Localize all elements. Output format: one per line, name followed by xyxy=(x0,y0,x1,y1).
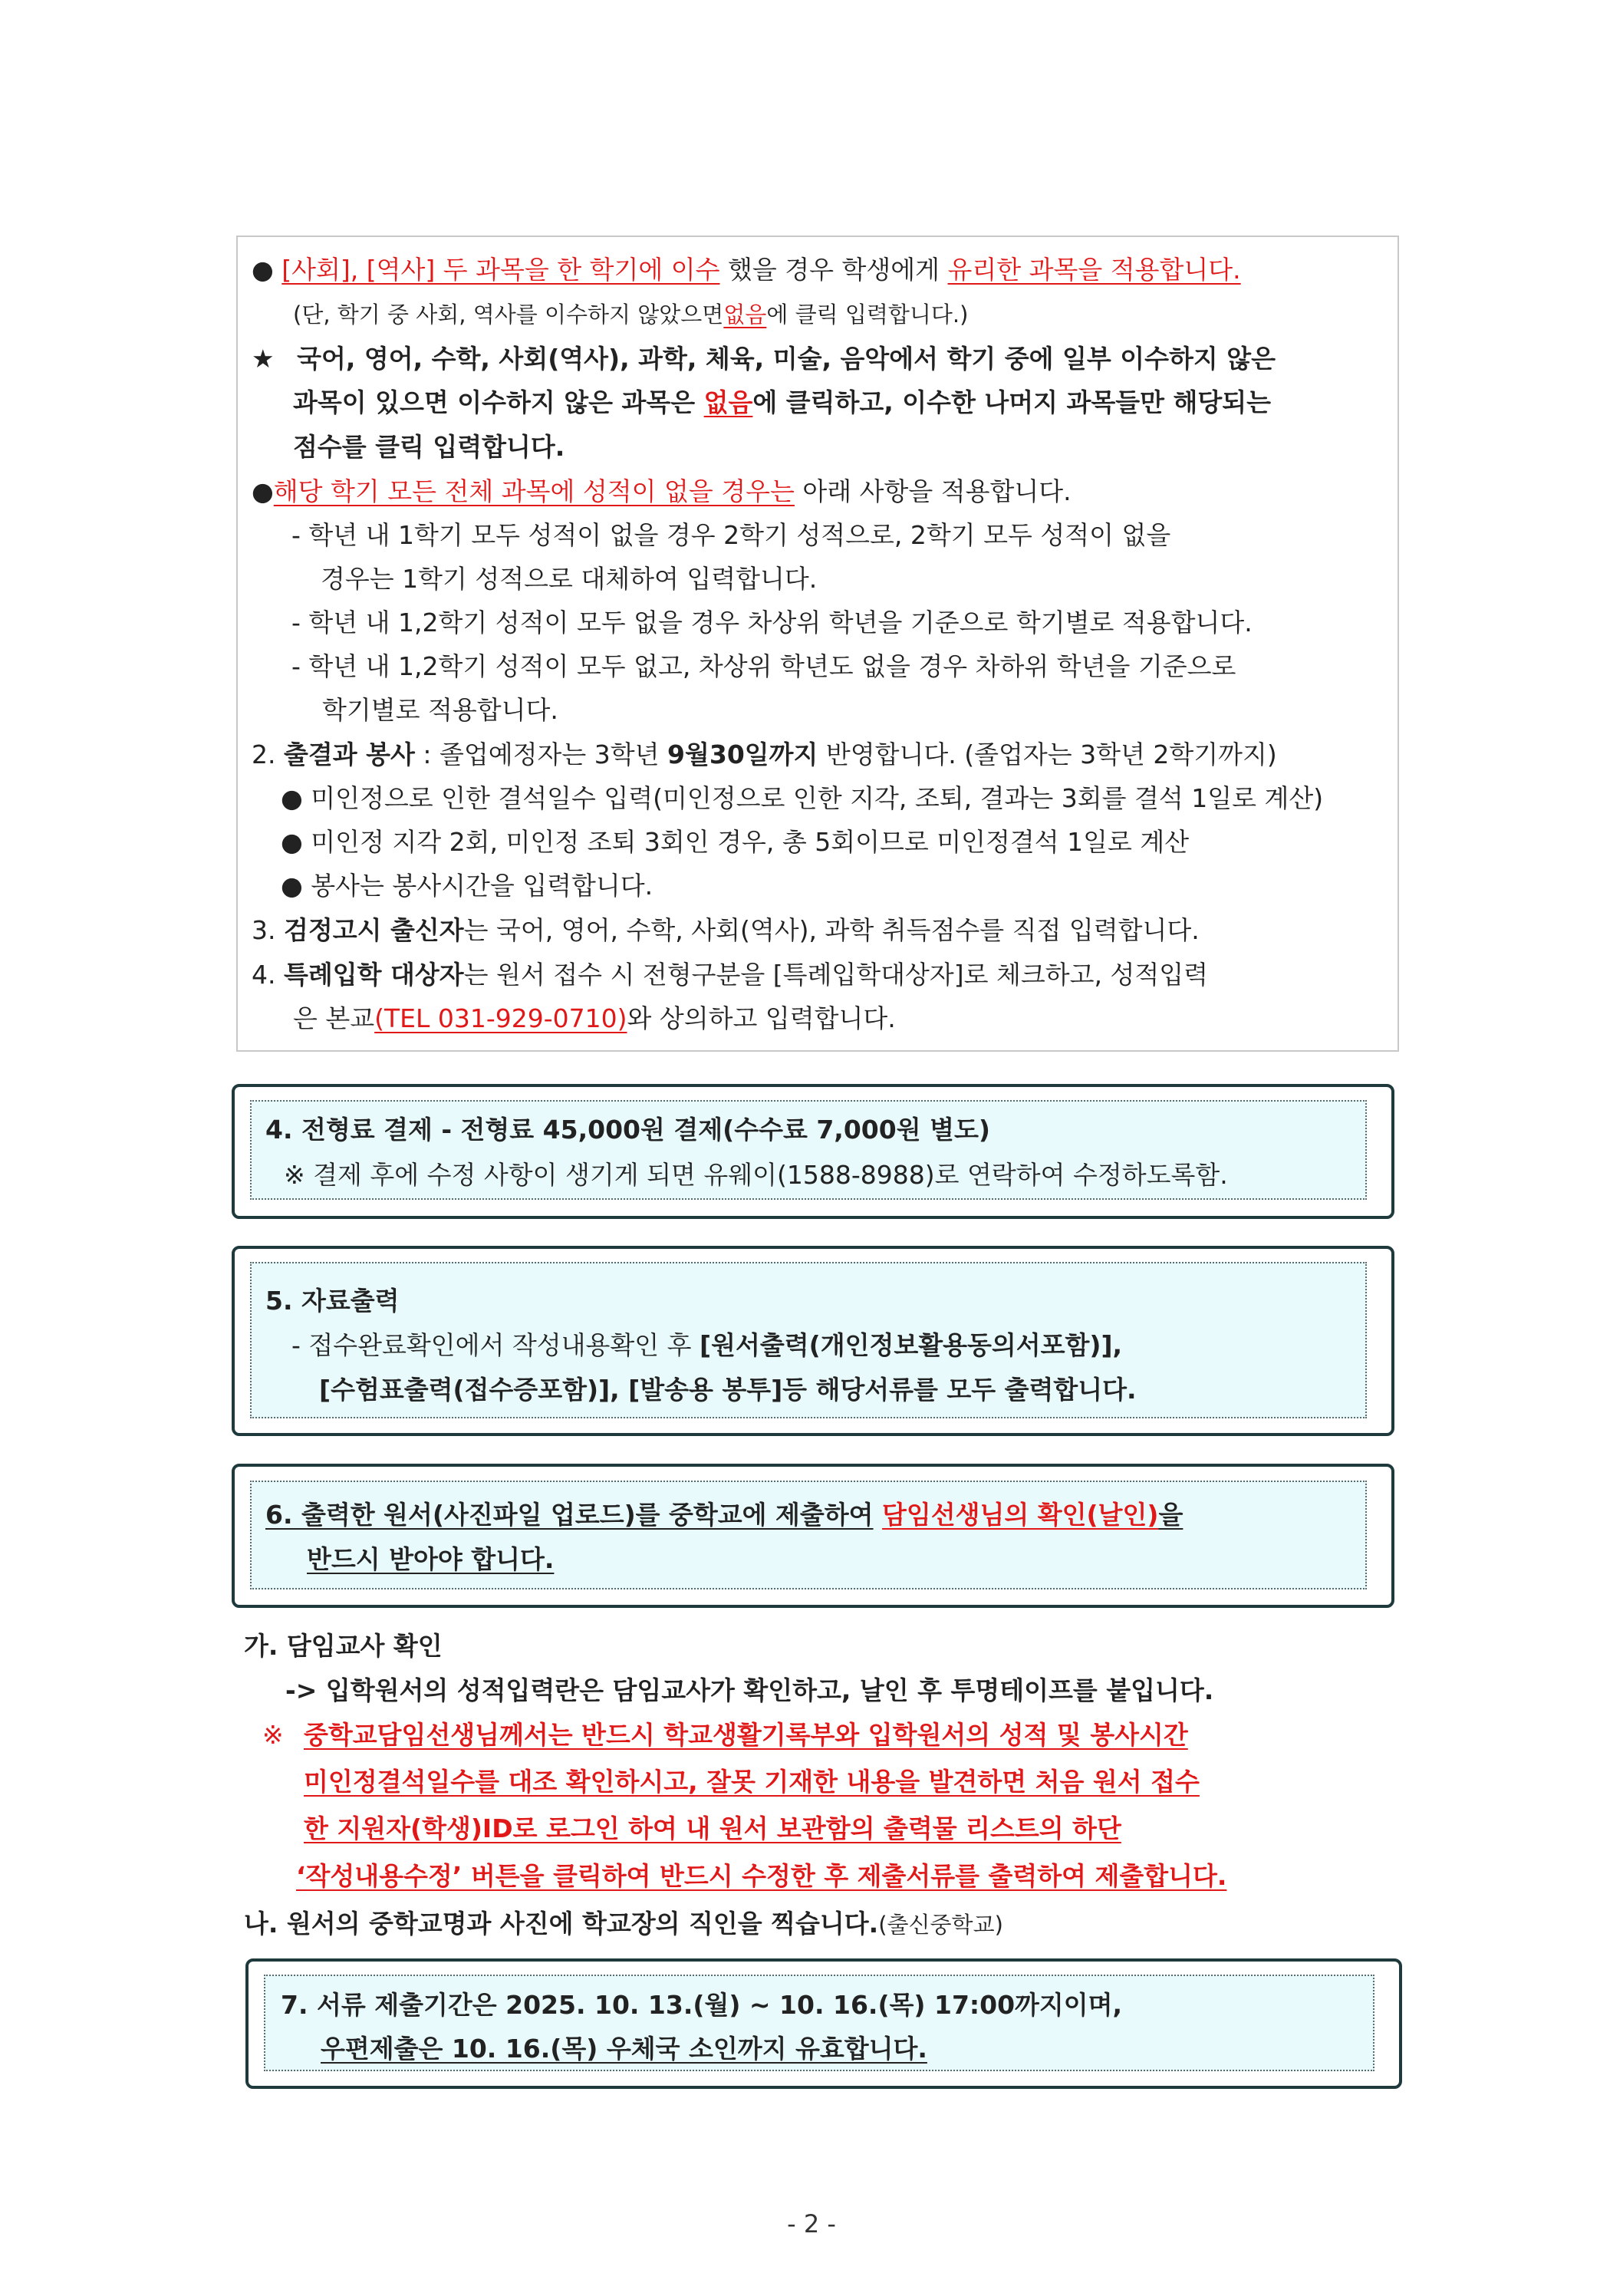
text: 반영합니다. (졸업자는 3학년 2학기까지) xyxy=(825,740,1277,769)
note-social-history xyxy=(252,249,1241,292)
step6-line1 xyxy=(265,1494,1183,1537)
rule-line: 경우는 1학기 성적으로 대체하여 입력합니다. xyxy=(321,564,818,594)
text: 아래 사항을 적용합니다. xyxy=(802,476,1072,506)
rule-line: - 학년 내 1,2학기 성적이 모두 없을 경우 차상위 학년을 기준으로 학기별로 적용합니다. xyxy=(291,608,1253,637)
star-icon: ★ xyxy=(252,344,275,374)
phone-number: (TEL 031-929-0710) xyxy=(374,1003,627,1033)
text: 했을 경우 학생에게 xyxy=(728,255,940,285)
step4-title: 4. 전형료 결제 - 전형료 45,000원 결제(수수료 7,000원 별도) xyxy=(265,1115,990,1145)
bold-text: 검정고시 출신자 xyxy=(284,915,464,945)
item-number: 2. xyxy=(252,740,276,769)
item-number: 3. xyxy=(252,915,276,945)
note-no-grades xyxy=(252,470,1072,513)
text: - 접수완료확인에서 작성내용확인 후 xyxy=(291,1330,692,1360)
teacher-confirm-instruction: -> 입학원서의 성적입력란은 담임교사가 확인하고, 날인 후 투명테이프를 붙입니다. xyxy=(285,1675,1214,1705)
step7-line1: 7. 서류 제출기간은 2025. 10. 13.(월) ~ 10. 16.(목) 17:00까지이며, xyxy=(281,1990,1123,2020)
text: : 졸업예정자는 3학년 xyxy=(423,740,660,769)
special-admission-heading xyxy=(252,954,1208,996)
text: (단, 학기 중 사회, 역사를 이수하지 않았으면 xyxy=(293,301,724,328)
item-number: 4. xyxy=(252,960,276,990)
text: 과목이 있으면 이수하지 않은 과목은 xyxy=(293,387,696,417)
teacher-note-line: ‘작성내용수정’ 버튼을 클릭하여 반드시 수정한 후 제출서류를 출력하여 제출합니다. xyxy=(296,1861,1227,1891)
text: 는 원서 접수 시 전형구분을 [특례입학대상자]로 체크하고, 성적입력 xyxy=(463,960,1209,990)
bold-text: 출결과 봉사 xyxy=(284,740,415,769)
ged-heading xyxy=(252,909,1200,952)
highlight-text: 해당 학기 모든 전체 과목에 성적이 없을 경우는 xyxy=(273,476,795,506)
text: 은 본교 xyxy=(293,1003,375,1033)
highlight-text: 담임선생님의 확인(날인) xyxy=(882,1500,1159,1530)
highlight-text: [사회], [역사] 두 과목을 한 학기에 이수 xyxy=(281,255,720,285)
step7-line2: 우편제출은 10. 16.(목) 우체국 소인까지 유효합니다. xyxy=(321,2034,927,2064)
teacher-note-line: 중학교담임선생님께서는 반드시 학교생활기록부와 입학원서의 성적 및 봉사시간 xyxy=(304,1720,1188,1750)
note-none-option xyxy=(293,293,968,336)
step4-note: ※ 결제 후에 수정 사항이 생기게 되면 유웨이(1588-8988)로 연락하여 수정하도록함. xyxy=(284,1160,1228,1190)
note-partial-subjects-3: 점수를 클릭 입력합니다. xyxy=(293,432,565,462)
teacher-note-line: 한 지원자(학생)ID로 로그인 하여 내 원서 보관함의 출력물 리스트의 하단 xyxy=(304,1813,1121,1843)
text: 와 상의하고 입력합니다. xyxy=(627,1003,896,1033)
bullet: ● xyxy=(252,255,274,285)
step6-line2: 반드시 받아야 합니다. xyxy=(307,1544,555,1574)
bold-text: 나. 원서의 중학교명과 사진에 학교장의 직인을 찍습니다. xyxy=(244,1909,879,1939)
step5-title: 5. 자료출력 xyxy=(265,1286,400,1316)
bold-text: [원서출력(개인정보활용동의서포함)], xyxy=(700,1330,1123,1360)
teacher-confirm-heading: 가. 담임교사 확인 xyxy=(244,1631,443,1661)
text: 국어, 영어, 수학, 사회(역사), 과학, 체육, 미술, 음악에서 학기 중에 일부 이수하지 않은 xyxy=(297,344,1276,374)
step5-line2: [수험표출력(접수증포함)], [발송용 봉투]등 해당서류를 모두 출력합니다. xyxy=(319,1375,1137,1405)
text: 는 국어, 영어, 수학, 사회(역사), 과학 취득점수를 직접 입력합니다. xyxy=(463,915,1200,945)
underlined-text: 6. 출력한 원서(사진파일 업로드)를 중학교에 제출하여 xyxy=(265,1500,874,1530)
text: (출신중학교) xyxy=(878,1912,1003,1938)
rule-line: 학기별로 적용합니다. xyxy=(322,695,558,725)
page-number: - 2 - xyxy=(787,2209,836,2238)
note-partial-subjects xyxy=(252,338,1387,380)
note-mark: ※ xyxy=(262,1720,284,1750)
highlight-text: 없음 xyxy=(703,387,753,417)
teacher-note-line: 미인정결석일수를 대조 확인하시고, 잘못 기재한 내용을 발견하면 처음 원서 접수 xyxy=(304,1767,1200,1797)
highlight-text: 유리한 과목을 적용합니다. xyxy=(947,255,1241,285)
text: 에 클릭하고, 이수한 나머지 과목들만 해당되는 xyxy=(752,387,1272,417)
attendance-rule: ● 미인정으로 인한 결석일수 입력(미인정으로 인한 지각, 조퇴, 결과는 3회를 결석 1일로 계산) xyxy=(281,783,1324,813)
bold-text: 9월30일까지 xyxy=(667,740,818,769)
highlight-text: 없음 xyxy=(723,301,767,328)
attendance-volunteer-heading xyxy=(252,733,1277,776)
underlined-text: 을 xyxy=(1158,1500,1184,1530)
note-partial-subjects-2 xyxy=(293,381,1271,424)
bullet: ● xyxy=(252,476,274,506)
step5-line1 xyxy=(291,1324,1122,1367)
volunteer-rule: ● 봉사는 봉사시간을 입력합니다. xyxy=(281,871,653,901)
text: 에 클릭 입력합니다.) xyxy=(766,301,969,328)
rule-line: - 학년 내 1학기 모두 성적이 없을 경우 2학기 성적으로, 2학기 모두 성적이 없을 xyxy=(291,520,1171,550)
special-admission-contact xyxy=(293,997,896,1040)
rule-line: - 학년 내 1,2학기 성적이 모두 없고, 차상위 학년도 없을 경우 차하위 학년을 기준으로 xyxy=(291,651,1236,681)
attendance-rule: ● 미인정 지각 2회, 미인정 조퇴 3회인 경우, 총 5회이므로 미인정결석 1일로 계산 xyxy=(281,827,1190,857)
principal-seal-heading xyxy=(244,1902,1003,1946)
bold-text: 특례입학 대상자 xyxy=(284,960,464,990)
